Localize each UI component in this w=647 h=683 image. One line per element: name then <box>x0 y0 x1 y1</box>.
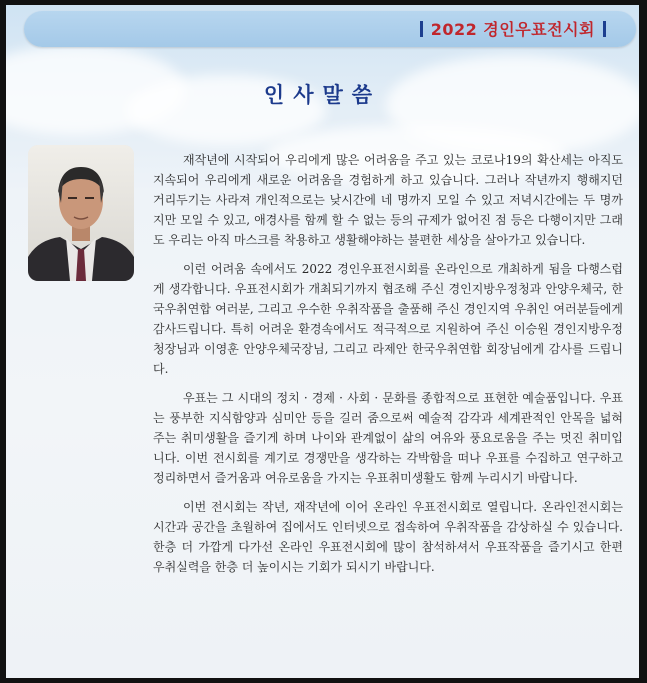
banner-title: 2022 경인우표전시회 <box>412 17 614 40</box>
banner-bar-left <box>420 21 423 37</box>
paragraph-4: 이번 전시회는 작년, 재작년에 이어 온라인 우표전시회로 열립니다. 온라인전시회는 시간과 공간을 초월하여 집에서도 인터넷으로 접속하여 우취작품을 감상하실 수 있습니다. 한층 더 가깝게 다가선 온라인 우표전시회에 많이 참석하셔서 우표작품을 즐기시고 한편 우취실력을 한층 더 높이시는 기회가 되시기 바랍니다. <box>153 500 623 574</box>
page-title: 인사말씀 <box>263 83 382 107</box>
document-page <box>6 5 639 678</box>
header-banner <box>24 11 636 47</box>
banner-bar-right <box>603 21 606 37</box>
paragraph-3: 우표는 그 시대의 정치 · 경제 · 사회 · 문화를 종합적으로 표현한 예술품입니다. 우표는 풍부한 지식함양과 심미안 등을 길러 줌으로써 예술적 감각과 세계관적인 안목을 넓혀주는 취미생활을 즐기게 하며 나이와 관계없이 삶의 여유와 풍요로움을 주는 멋진 취미입니다. 이번 전시회를 계기로 경쟁만을 생각하는 각박함을 떠나 우표를 수집하고 연구하고 정리하면서 즐거움과 여유로움을 가지는 우표취미생활도 함께 누리시기 바랍니다. <box>153 391 623 485</box>
portrait-photo <box>28 145 134 281</box>
greeting-body <box>153 150 623 586</box>
paragraph-1: 재작년에 시작되어 우리에게 많은 어려움을 주고 있는 코로나19의 확산세는 아직도 지속되어 우리에게 새로운 어려움을 경험하게 하고 있습니다. 그러나 작년까지 행해지던 거리두기는 사라져 개인적으로는 낮시간에 네 명까지 모일 수 있고 저녁시간에는 두 명까지만 모일 수 있고, 애경사를 함께 할 수 없는 등의 규제가 없어진 점 등은 다행이지만 그래도 우리는 아직 마스크를 착용하고 생활해야하는 불편한 세상을 살아가고 있습니다. <box>153 153 623 247</box>
paragraph-2: 이런 어려움 속에서도 2022 경인우표전시회를 온라인으로 개최하게 됨을 다행스럽게 생각합니다. 우표전시회가 개최되기까지 협조해 주신 경인지방우정청과 안양우체국, 한국우취연합 여러분, 그리고 우수한 우취작품을 출품해 주신 경인지역 우취인 여러분들에게 감사드립니다. 특히 어려운 환경속에서도 적극적으로 지원하여 주신 이승원 경인지방우정청장님과 이영훈 안양우체국장님, 그리고 라제안 한국우취연합 회장님에게 감사를 드립니다. <box>153 262 623 376</box>
